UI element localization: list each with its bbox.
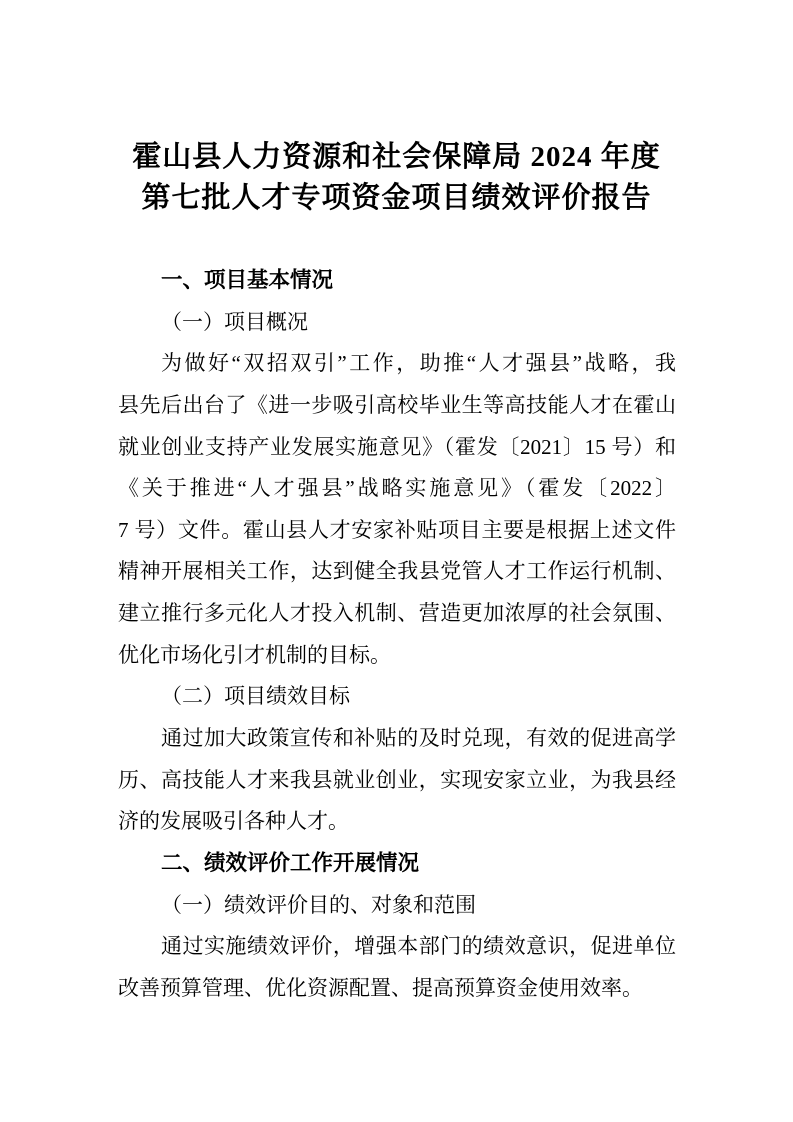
section-heading-1: 一、项目基本情况 — [161, 268, 334, 292]
paragraph-line: 建立推行多元化人才投入机制、营造更加浓厚的社会氛围、 — [118, 601, 676, 626]
document-title-line-1: 霍山县人力资源和社会保障局 2024 年度 — [132, 141, 661, 173]
paragraph-line: 济的发展吸引各种人才。 — [118, 809, 349, 834]
subsection-heading-1-1: （一）项目概况 — [161, 309, 308, 334]
paragraph-line: 改善预算管理、优化资源配置、提高预算资金使用效率。 — [118, 975, 643, 1000]
paragraph-line: 县先后出台了《进一步吸引高校毕业生等高技能人才在霍山 — [118, 392, 676, 417]
paragraph-line: 历、高技能人才来我县就业创业，实现安家立业，为我县经 — [118, 767, 676, 792]
document-body — [118, 260, 676, 1010]
paragraph-line: 就业创业支持产业发展实施意见》（霍发〔2021〕15 号）和 — [118, 434, 676, 459]
section-heading-2: 二、绩效评价工作开展情况 — [161, 850, 420, 875]
document-title — [0, 137, 793, 219]
paragraph-line: 7 号）文件。霍山县人才安家补贴项目主要是根据上述文件 — [118, 517, 676, 542]
paragraph-line: 精神开展相关工作，达到健全我县党管人才工作运行机制、 — [118, 559, 676, 584]
paragraph-line: 通过加大政策宣传和补贴的及时兑现，有效的促进高学 — [161, 726, 676, 751]
paragraph-line: 优化市场化引才机制的目标。 — [118, 642, 391, 667]
paragraph-line: 《关于推进“人才强县”战略实施意见》（霍发〔2022〕 — [118, 476, 676, 501]
subsection-heading-1-2: （二）项目绩效目标 — [161, 684, 350, 709]
document-title-line-2: 第七批人才专项资金项目绩效评价报告 — [141, 182, 652, 214]
subsection-heading-2-1: （一）绩效评价目的、对象和范围 — [161, 892, 476, 917]
paragraph-line: 通过实施绩效评价，增强本部门的绩效意识，促进单位 — [161, 934, 676, 959]
paragraph-line: 为做好“双招双引”工作，助推“人才强县”战略，我 — [161, 351, 676, 376]
